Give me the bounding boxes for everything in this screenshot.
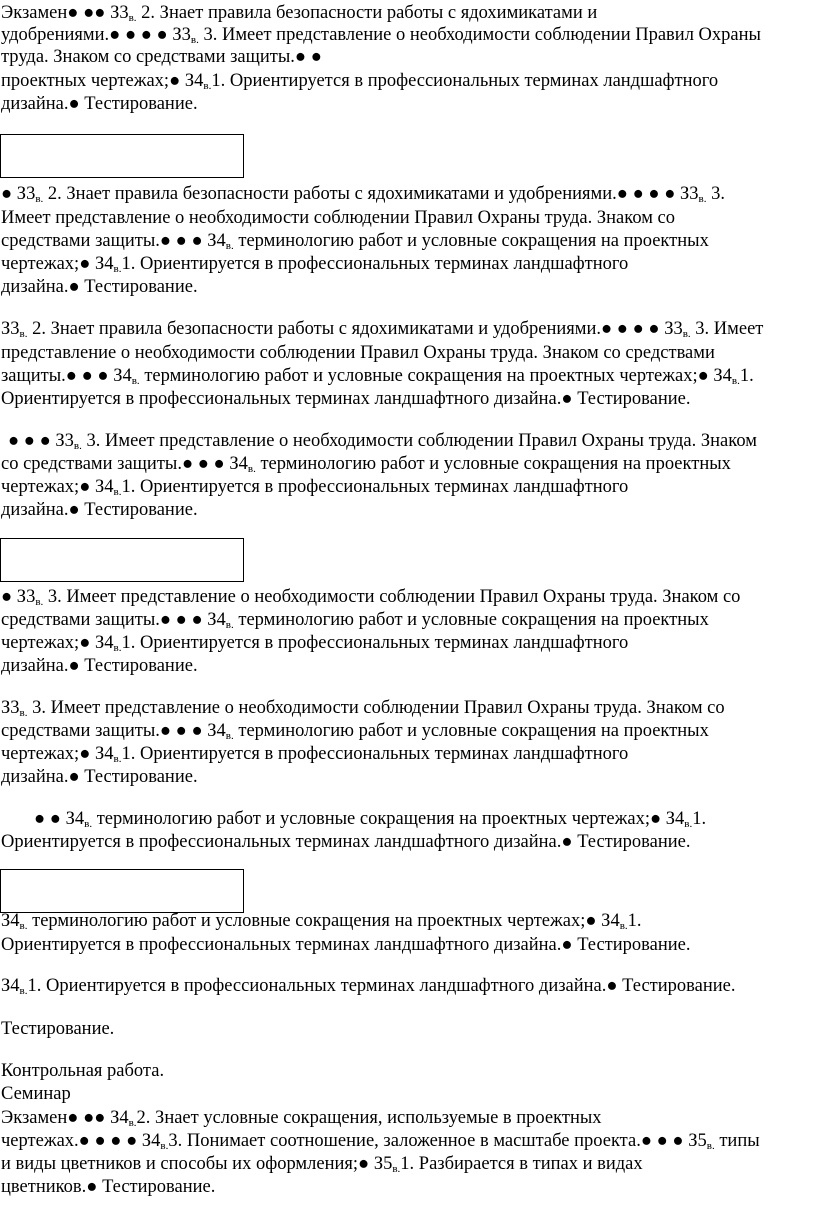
text-line: дизайна.● Тестирование. <box>1 277 198 297</box>
text-line: Экзамен● ●● $З3_{в.}$ 2. Знает правила безопасности работы с ядохимикатами и <box>1 3 598 24</box>
text-line: Ориентируется в профессиональных терминах ландшафтного дизайна.● Тестирование. <box>1 389 691 409</box>
text-line: $З4_{в.}$ терминологию работ и условные сокращения на проектных чертежах;● $З4_{в.}1$. <box>1 911 642 932</box>
text-line: чертежах;● $З4_{в.}1$. Ориентируется в профессиональных терминах ландшафтного <box>1 477 629 498</box>
text-line: дизайна.● Тестирование. <box>1 94 198 114</box>
text-line: ● $З3_{в.}$ 3. Имеет представление о необходимости соблюдении Правил Охраны труда. Знаком со <box>1 587 741 608</box>
text-line: средствами защиты.● ● ● $З4_{в.}$ терминологию работ и условные сокращения на проектных <box>1 231 709 252</box>
text-line: Имеет представление о необходимости соблюдении Правил Охраны труда. Знаком со <box>1 208 676 228</box>
text-line: со средствами защиты.● ● ● $З4_{в.}$ терминологию работ и условные сокращения на проектных <box>1 454 731 475</box>
text-line: труда. Знаком со средствами защиты.● ● <box>1 47 322 67</box>
text-line: чертежах;● $З4_{в.}1$. Ориентируется в профессиональных терминах ландшафтного <box>1 633 629 654</box>
text-line: Контрольная работа. <box>1 1061 165 1081</box>
text-line: дизайна.● Тестирование. <box>1 500 198 520</box>
text-line: проектных чертежах;● $З4_{в.}1$. Ориентируется в профессиональных терминах ландшафтного <box>1 71 719 92</box>
empty-frame <box>0 134 244 178</box>
text-line: дизайна.● Тестирование. <box>1 656 198 676</box>
text-line: и виды цветников и способы их оформления;● $З5_{в.}1$. Разбирается в типах и видах <box>1 1154 643 1175</box>
text-line: ● ● ● $З3_{в.}$ 3. Имеет представление о необходимости соблюдении Правил Охраны труда. Знаком <box>8 431 757 452</box>
text-line: $З4_{в.}1$. Ориентируется в профессиональных терминах ландшафтного дизайна.● Тестирование. <box>1 976 736 997</box>
empty-frame <box>0 538 244 582</box>
text-line: чертежах;● $З4_{в.}1$. Ориентируется в профессиональных терминах ландшафтного <box>1 254 629 275</box>
text-line: дизайна.● Тестирование. <box>1 767 198 787</box>
text-line: чертежах.● ● ● ● $З4_{в.}3$. Понимает соотношение, заложенное в масштабе проекта.● ● ● $З5_{в.}$ типы <box>1 1131 760 1152</box>
text-line: представление о необходимости соблюдении Правил Охраны труда. Знаком со средствами <box>1 343 715 363</box>
text-line: Семинар <box>1 1084 71 1104</box>
empty-frame <box>0 869 244 913</box>
text-line: $З3_{в.}$ 3. Имеет представление о необходимости соблюдении Правил Охраны труда. Знаком со <box>1 698 725 719</box>
text-line: чертежах;● $З4_{в.}1$. Ориентируется в профессиональных терминах ландшафтного <box>1 744 629 765</box>
text-line: $З3_{в.}$ 2. Знает правила безопасности работы с ядохимикатами и удобрениями.● ● ● ● $З3_{в.}$ 3. Имеет <box>1 319 764 340</box>
text-line: средствами защиты.● ● ● $З4_{в.}$ терминологию работ и условные сокращения на проектных <box>1 610 709 631</box>
text-line: защиты.● ● ● $З4_{в.}$ терминологию работ и условные сокращения на проектных чертежах;● $З4_{в.}1$. <box>1 366 754 387</box>
text-line: удобрениями.● ● ● ● $З3_{в.}$ 3. Имеет представление о необходимости соблюдении Правил Охраны <box>1 25 761 46</box>
text-line: Ориентируется в профессиональных терминах ландшафтного дизайна.● Тестирование. <box>1 832 691 852</box>
text-line: цветников.● Тестирование. <box>1 1177 216 1197</box>
text-line: ● $З3_{в.}$ 2. Знает правила безопасности работы с ядохимикатами и удобрениями.● ● ● ● $З3_{в.}$ 3. <box>1 184 725 205</box>
text-line: Тестирование. <box>1 1019 115 1039</box>
text-line: Ориентируется в профессиональных терминах ландшафтного дизайна.● Тестирование. <box>1 935 691 955</box>
text-line: средствами защиты.● ● ● $З4_{в.}$ терминологию работ и условные сокращения на проектных <box>1 721 709 742</box>
text-line: Экзамен● ●● $З4_{в.}2$. Знает условные сокращения, используемые в проектных <box>1 1108 602 1129</box>
text-line: ● ● $З4_{в.}$ терминологию работ и условные сокращения на проектных чертежах;● $З4_{в.}1$. <box>34 809 707 830</box>
